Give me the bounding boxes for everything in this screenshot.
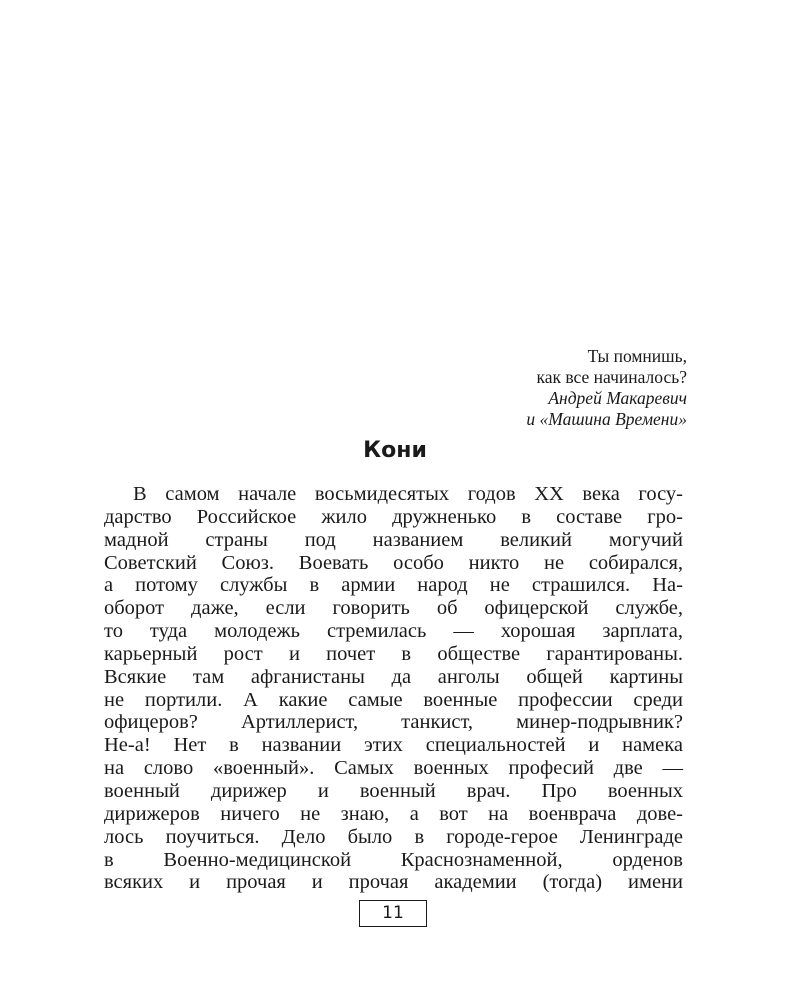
- body-line: дарство Российское жило дружненько в составе гро-: [104, 505, 683, 528]
- page-number: 11: [359, 900, 427, 927]
- body-line: то туда молодежь стремилась — хорошая зарплата,: [104, 620, 683, 643]
- body-line: дирижеров ничего не знаю, а вот на военврача дове-: [104, 802, 683, 825]
- chapter-title: Кони: [363, 438, 427, 463]
- epigraph-line: как все начиналось?: [536, 367, 687, 387]
- body-line: Не-а! Нет в названии этих специальностей и намека: [104, 734, 683, 757]
- body-line: в Военно-медицинской Краснознаменной, орденов: [104, 848, 683, 871]
- chapter-body: [104, 483, 683, 894]
- body-line: лось поучиться. Дело было в городе-герое Ленинграде: [104, 825, 683, 848]
- body-line: офицеров? Артиллерист, танкист, минер-подрывник?: [104, 711, 683, 734]
- body-line: Советский Союз. Воевать особо никто не собирался,: [104, 551, 683, 574]
- body-line: мадной страны под названием великий могучий: [104, 528, 683, 551]
- body-line: не портили. А какие самые военные профессии среди: [104, 688, 683, 711]
- body-line: а потому службы в армии народ не страшился. На-: [104, 574, 683, 597]
- body-line: военный дирижер и военный врач. Про военных: [104, 779, 683, 802]
- body-line: карьерный рост и почет в обществе гарантированы.: [104, 642, 683, 665]
- epigraph-author: Андрей Макаревич: [548, 388, 687, 408]
- epigraph: [526, 346, 687, 430]
- body-line: на слово «военный». Самых военных професий две —: [104, 757, 683, 780]
- epigraph-source: и «Машина Времени»: [526, 409, 687, 429]
- epigraph-line: Ты помнишь,: [587, 346, 687, 366]
- body-line: оборот даже, если говорить об офицерской службе,: [104, 597, 683, 620]
- body-line: всяких и прочая и прочая академии (тогда) имени: [104, 871, 683, 894]
- body-line: В самом начале восьмидесятых годов XX века госу-: [133, 483, 683, 505]
- body-line: Всякие там афганистаны да анголы общей картины: [104, 665, 683, 688]
